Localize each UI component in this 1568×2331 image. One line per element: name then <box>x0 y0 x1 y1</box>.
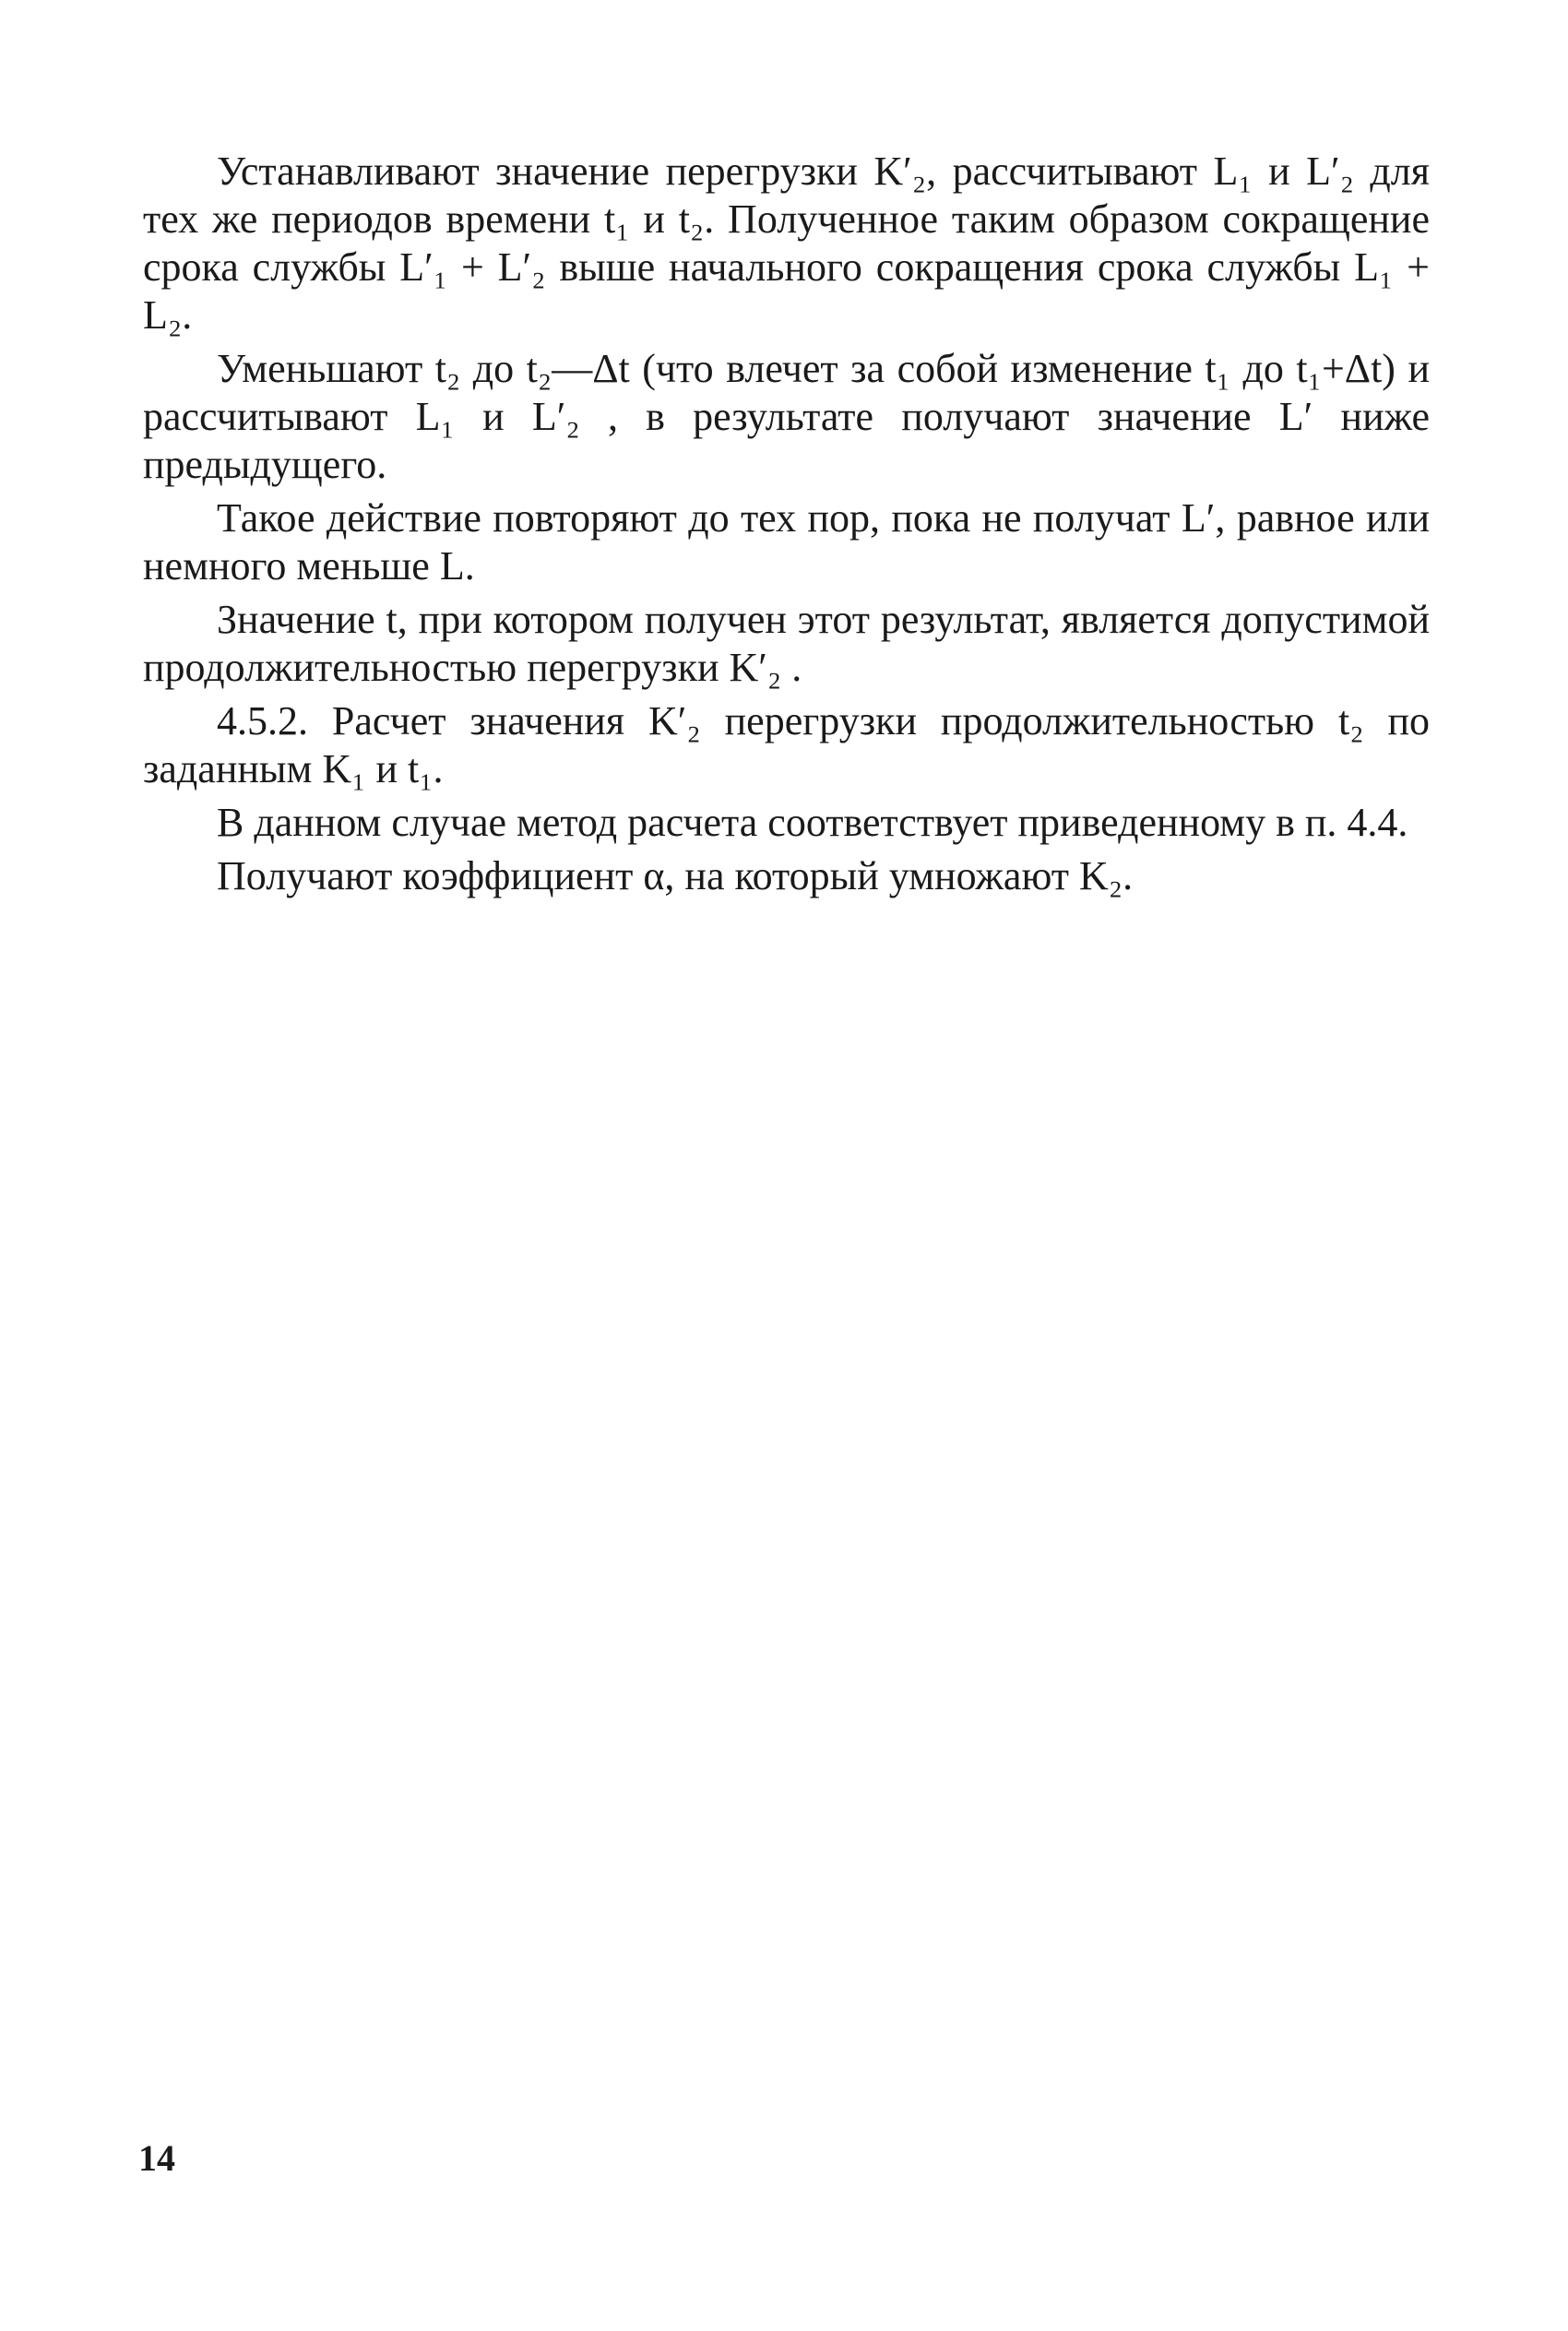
page-body <box>143 148 1430 906</box>
section-heading-4-5-2: 4.5.2. Расчет значения K′₂ перегрузки продолжительностью t₂ по заданным K₁ и t₁. <box>143 698 1430 791</box>
page-number: 14 <box>138 2137 175 2179</box>
paragraph-1: Устанавливают значение перегрузки K′₂, рассчитывают L₁ и L′₂ для тех же периодов времени t₁ и t₂. Полученное таким образом сокращение срока службы L′₁ + L′₂ выше начального сокращения срока службы L₁ + L₂. <box>143 149 1430 338</box>
paragraph-3: Такое действие повторяют до тех пор, пока не получат L′, равное или немного меньше L. <box>143 495 1430 589</box>
paragraph-2: Уменьшают t₂ до t₂—Δt (что влечет за собой изменение t₁ до t₁+Δt) и рассчитывают L₁ и L′₂ , в результате получают значение L′ ниже предыдущего. <box>143 346 1431 487</box>
paragraph-7: Получают коэффициент α, на который умножают K₂. <box>217 853 1134 898</box>
paragraph-6: В данном случае метод расчета соответствует приведенному в п. 4.4. <box>217 800 1408 845</box>
paragraph-4: Значение t, при котором получен этот результат, является допустимой продолжительностью перегрузки K′₂ . <box>143 597 1430 690</box>
